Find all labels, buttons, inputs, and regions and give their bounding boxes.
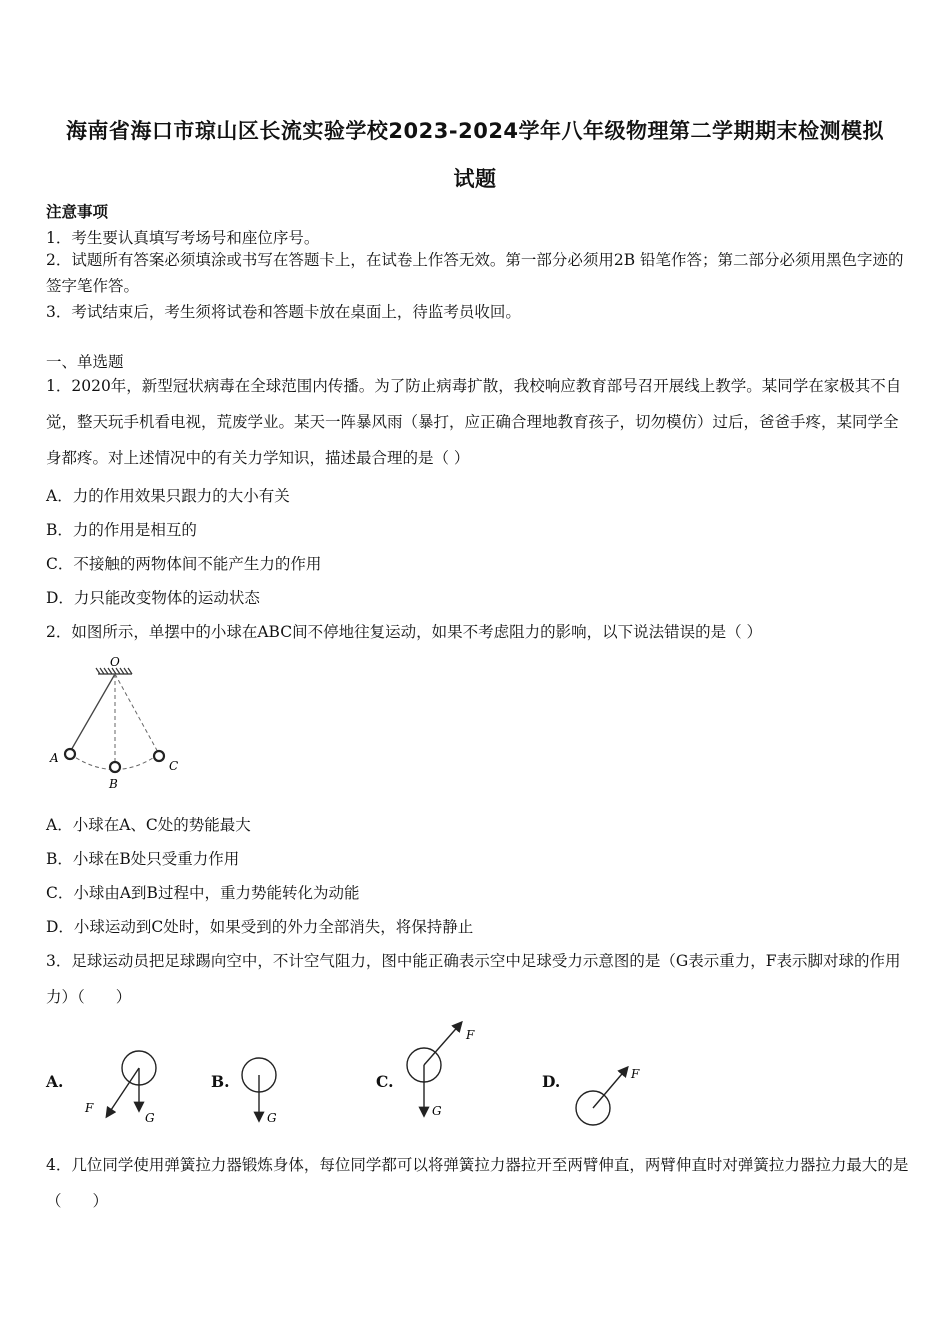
q3-option-c-label: C. <box>376 1072 394 1091</box>
force-label-g: G <box>145 1111 155 1125</box>
q2-option-d: D．小球运动到C处时，如果受到的外力全部消失，将保持静止 <box>46 918 474 936</box>
dashed-line-to-c <box>115 674 159 754</box>
question-3-stem: 3．足球运动员把足球踢向空中，不计空气阻力，图中能正确表示空中足球受力示意图的是（G表示重力，F表示脚对球的作用力）（ ） <box>46 952 901 1006</box>
exam-title: 海南省海口市琼山区长流实验学校2023-2024学年八年级物理第二学期期末检测模拟 <box>65 119 885 143</box>
q3-option-d-label: D. <box>542 1072 561 1091</box>
section-heading: 一、单选题 <box>46 353 124 371</box>
label-o: O <box>110 655 120 669</box>
q1-option-a: A．力的作用效果只跟力的大小有关 <box>46 487 290 505</box>
force-label-f: F <box>466 1028 475 1042</box>
q1-option-d: D．力只能改变物体的运动状态 <box>46 589 260 607</box>
force-label-f: F <box>631 1067 640 1081</box>
q3-option-b-label: B. <box>211 1072 230 1091</box>
note-item: 1．考生要认真填写考场号和座位序号。 <box>46 229 320 247</box>
question-2-stem: 2．如图所示，单摆中的小球在ABC间不停地往复运动，如果不考虑阻力的影响，以下说法错误的是（ ） <box>46 623 763 641</box>
q2-option-c: C．小球由A到B过程中，重力势能转化为动能 <box>46 884 360 902</box>
ball-b <box>110 762 120 772</box>
force-label-g: G <box>267 1111 277 1125</box>
q3-figure-b <box>235 1040 305 1130</box>
question-1-stem: 1．2020年，新型冠状病毒在全球范围内传播。为了防止病毒扩散，我校响应教育部号召开展线上教学。某同学在家极其不自觉，整天玩手机看电视，荒废学业。某天一阵暴风雨（暴打，应正确合理地教育孩子，切勿模仿）过后，爸爸手疼，某同学全身都疼。对上述情况中的有关力学知识，描述最合理的是（ ） <box>46 377 902 467</box>
force-label-g: G <box>432 1104 442 1118</box>
q3-figure-c <box>398 1015 498 1125</box>
notes-heading: 注意事项 <box>46 202 109 221</box>
q3-figure-d <box>565 1060 655 1135</box>
q1-option-b: B．力的作用是相互的 <box>46 521 197 539</box>
force-label-f: F <box>85 1101 94 1115</box>
note-item: 2．试题所有答案必须填涂或书写在答题卡上，在试卷上作答无效。第一部分必须用2B 铅笔作答；第二部分必须用黑色字迹的签字笔作答。 <box>46 251 904 295</box>
label-b: B <box>109 777 118 791</box>
note-item: 3．考试结束后，考生须将试卷和答题卡放在桌面上，待监考员收回。 <box>46 303 521 321</box>
q2-option-a: A．小球在A、C处的势能最大 <box>46 816 251 834</box>
exam-title-continued: 试题 <box>453 167 497 191</box>
label-a: A <box>50 751 59 765</box>
ball-c <box>154 751 164 761</box>
pendulum-figure <box>40 650 190 795</box>
q1-option-c: C．不接触的两物体间不能产生力的作用 <box>46 555 322 573</box>
q2-option-b: B．小球在B处只受重力作用 <box>46 850 240 868</box>
ball-a <box>65 749 75 759</box>
label-c: C <box>169 759 179 773</box>
pendulum-string <box>70 674 115 752</box>
question-4-stem: 4．几位同学使用弹簧拉力器锻炼身体，每位同学都可以将弹簧拉力器拉开至两臂伸直，两臂伸直时对弹簧拉力器拉力最大的是（ ） <box>46 1156 909 1210</box>
q3-figure-a <box>75 1040 175 1130</box>
q3-option-a-label: A. <box>46 1072 64 1091</box>
